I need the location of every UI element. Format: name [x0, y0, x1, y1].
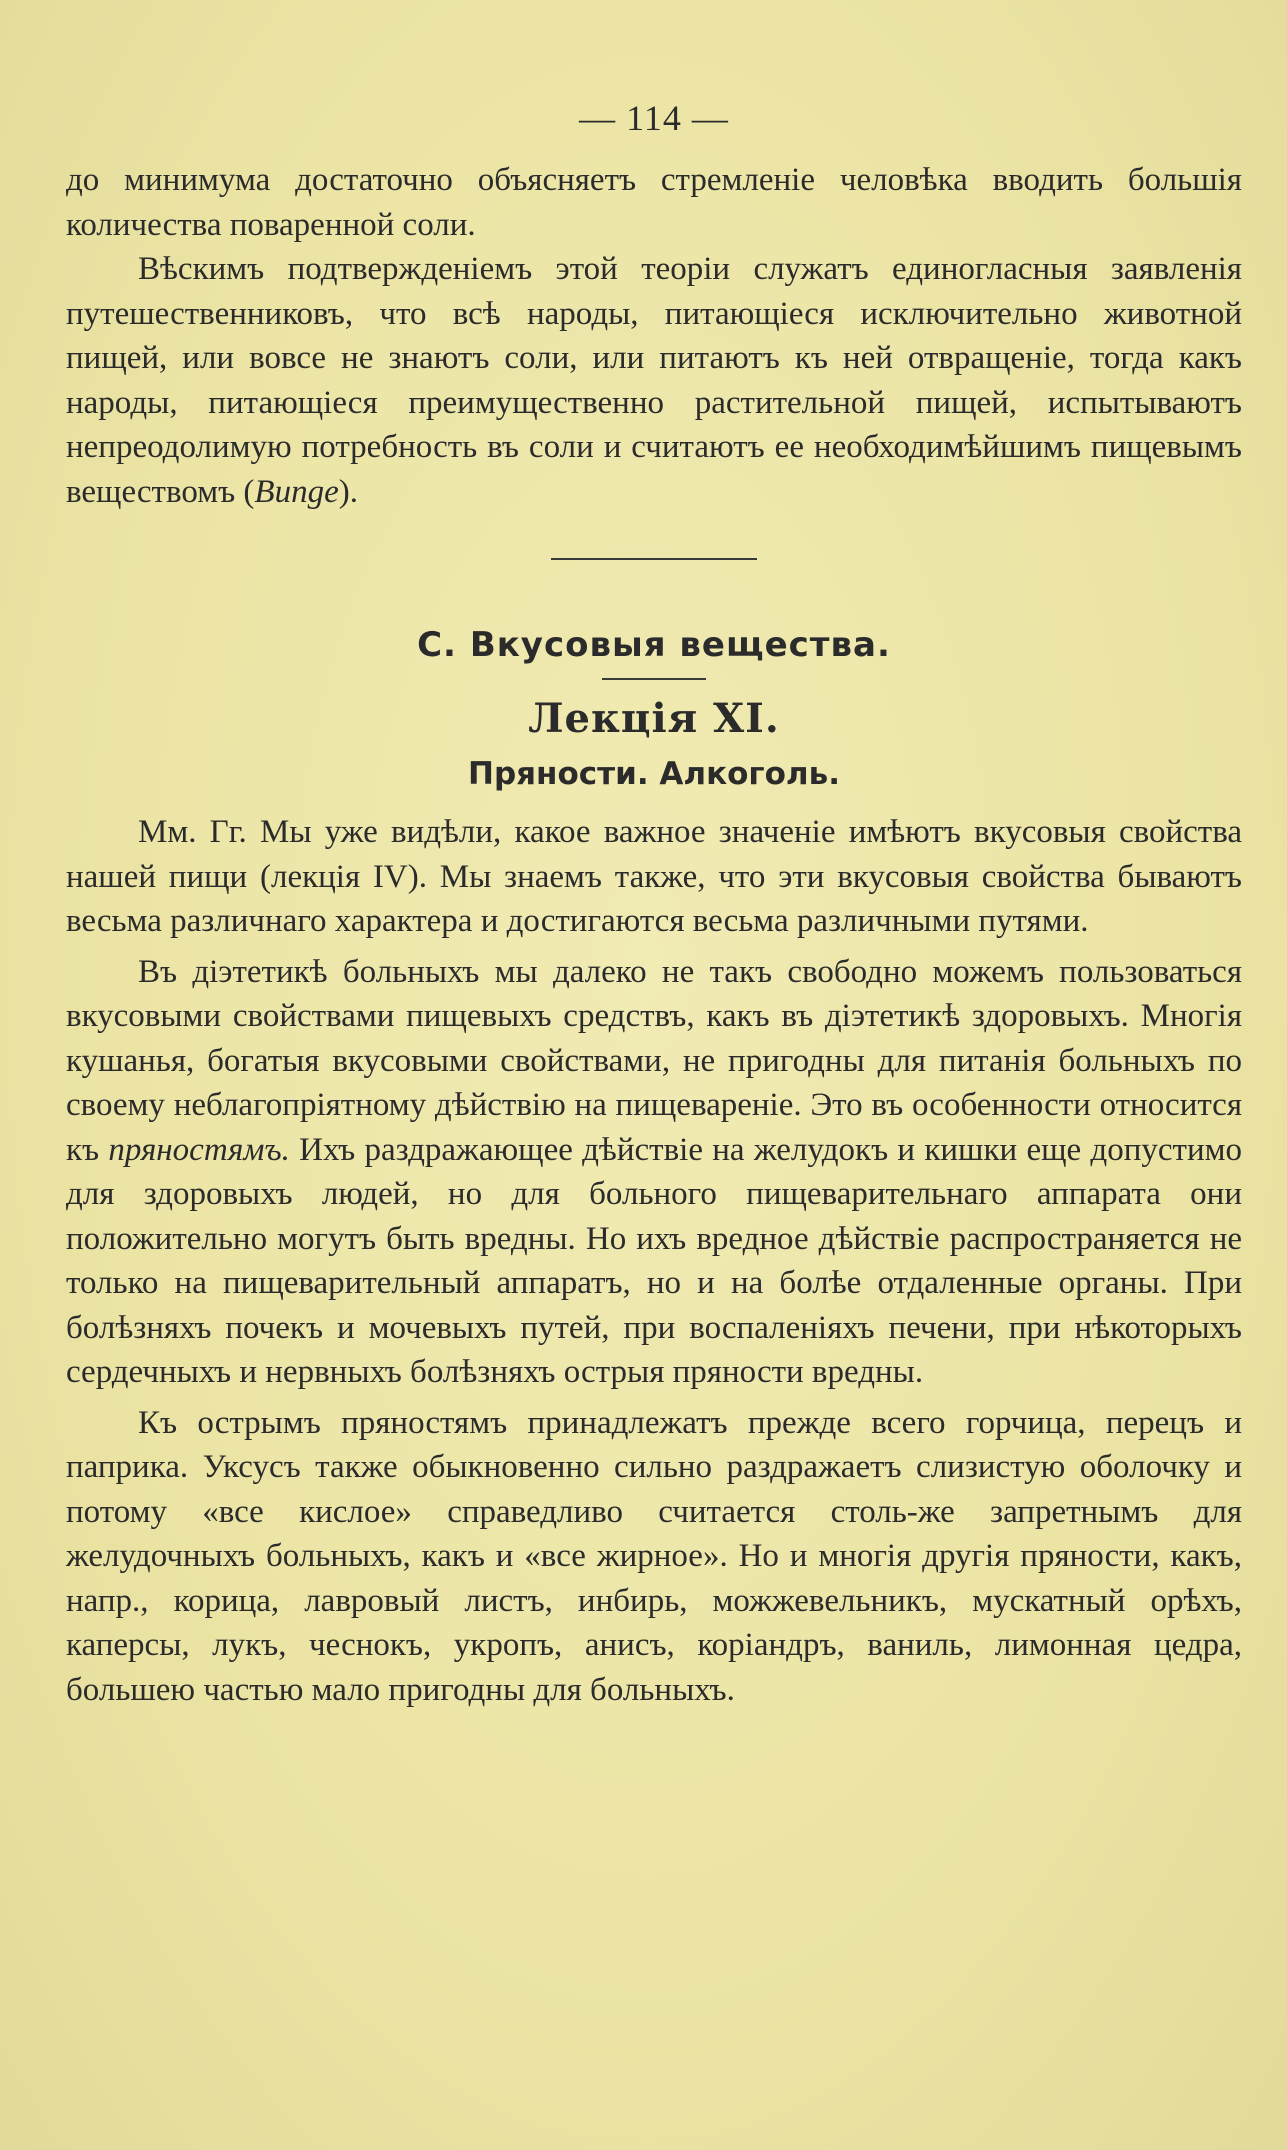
- body-paragraph-2-rest: Ихъ раздражающее дѣйствіе на желудокъ и кишки еще допустимо для здоровыхъ людей, но для больного пищеварительнаго аппарата они положительно могутъ быть вредны. Но ихъ вредное дѣйствіе распространяется не только на пищеварительный аппаратъ, но и на болѣе отдаленные органы. При болѣзняхъ почекъ и мочевыхъ путей, при воспаленіяхъ печени, при нѣкоторыхъ сердечныхъ и нервныхъ болѣзняхъ острыя пряности вредны.: [66, 1131, 1242, 1390]
- book-page: [66, 96, 1242, 1712]
- section-divider: [551, 558, 757, 560]
- body-paragraph-3: Къ острымъ пряностямъ принадлежатъ прежде всего горчица, перецъ и паприка. Уксусъ также обыкновенно сильно раздражаетъ слизистую оболочку и потому «все кислое» справедливо считается столь-же запретнымъ для желудочныхъ больныхъ, какъ и «все жирное». Но и многія другія пряности, какъ, напр., корица, лавровый листъ, инбирь, можжевельникъ, мускатный орѣхъ, каперсы, лукъ, чеснокъ, укропъ, анисъ, коріандръ, ваниль, лимонная цедра, большею частью мало пригодны для больныхъ.: [66, 1404, 1242, 1708]
- body-paragraph-1: Мм. Гг. Мы уже видѣли, какое важное значеніе имѣютъ вкусовыя свойства нашей пищи (лекція IV). Мы знаемъ также, что эти вкусовыя свойства бываютъ весьма различнаго характера и достигаются весьма различными путями.: [66, 814, 1242, 939]
- section-title: С. Вкусовыя вещества.: [417, 625, 891, 665]
- intro-paragraph: до минимума достаточно объясняетъ стремленіе человѣка вводить большія количества поваренной соли.: [66, 162, 1242, 243]
- lecture-subtitle: Пряности. Алкоголь.: [468, 756, 840, 792]
- wundt-paragraph-end: ).: [338, 473, 358, 510]
- author-citation: Вunge: [254, 473, 339, 510]
- page-number: — 114 —: [579, 98, 729, 138]
- title-divider: [602, 678, 706, 680]
- wundt-paragraph: [66, 247, 1242, 514]
- lecture-title: Лекція XI.: [528, 695, 780, 742]
- spices-term: пряностямъ.: [108, 1131, 290, 1168]
- body-paragraph-2: [66, 950, 1242, 1395]
- body-paragraph-2-start: Въ діэтетикѣ больныхъ мы далеко не такъ свободно можемъ пользоваться вкусовыми свойствами пищевыхъ средствъ, какъ въ діэтетикѣ здоровыхъ. Многія кушанья, богатыя вкусовыми свойствами, не пригодны для питанія больныхъ по своему неблагопріятному дѣйствію на пищевареніе. Это въ особенности относится къ: [66, 953, 1242, 1168]
- wundt-paragraph-text: Вѣскимъ подтвержденіемъ этой теоріи служатъ единогласныя заявленія путешественниковъ, что всѣ народы, питающіеся исключительно животной пищей, или вовсе не знаютъ соли, или питаютъ къ ней отвращеніе, тогда какъ народы, питающіеся преимущественно растительной пищей, испытываютъ непреодолимую потребность въ соли и считаютъ ее необходимѣйшимъ пищевымъ веществомъ (: [66, 251, 1242, 510]
